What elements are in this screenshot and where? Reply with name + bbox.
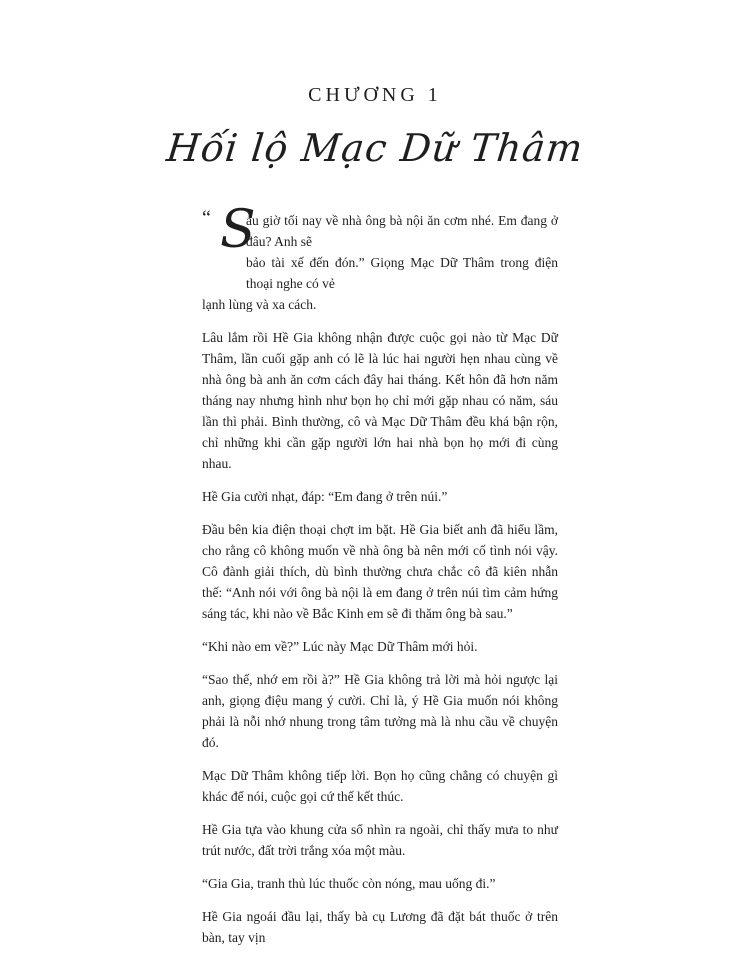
paragraph: Hề Gia cười nhạt, đáp: “Em đang ở trên núi.” xyxy=(202,489,448,504)
first-paragraph xyxy=(202,200,558,315)
opening-quote: “ xyxy=(202,207,211,229)
chapter-body xyxy=(202,200,558,960)
paragraph: Hề Gia ngoái đầu lại, thấy bà cụ Lương đã đặt bát thuốc ở trên bàn, tay vịn xyxy=(202,909,558,945)
chapter-title: Hối lộ Mạc Dữ Thâm xyxy=(164,126,586,170)
paragraph: “Khi nào em về?” Lúc này Mạc Dữ Thâm mới hỏi. xyxy=(202,639,478,654)
paragraph: “Sao thế, nhớ em rồi à?” Hề Gia không trả lời mà hỏi ngược lại anh, giọng điệu mang ý cười. Chỉ là, ý Hề Gia muốn nói không phải là nỗi nhớ nhung trong tâm tưởng mà là nhu cầu về chuyện đó. xyxy=(202,672,558,750)
first-paragraph-line: bảo tài xế đến đón.” Giọng Mạc Dữ Thâm trong điện thoại nghe có vẻ xyxy=(246,255,558,291)
drop-cap: S xyxy=(220,200,256,260)
paragraph: “Gia Gia, tranh thủ lúc thuốc còn nóng, mau uống đi.” xyxy=(202,876,496,891)
chapter-label: CHƯƠNG 1 xyxy=(308,84,442,106)
paragraph: Đầu bên kia điện thoại chợt im bặt. Hề Gia biết anh đã hiểu lầm, cho rằng cô không muốn về nhà ông bà nên mới cố tình nói vậy. Cô đành giải thích, dù bình thường chưa chắc cô đã kiên nhẫn thế: “Anh nói với ông bà nội là em đang ở trên núi tìm cảm hứng sáng tác, khi nào về Bắc Kinh em sẽ đi thăm ông bà sau.” xyxy=(202,522,558,621)
paragraph: Lâu lắm rồi Hề Gia không nhận được cuộc gọi nào từ Mạc Dữ Thâm, lần cuối gặp anh có lẽ là lúc hai người hẹn nhau cùng về nhà ông bà anh ăn cơm cách đây hai tháng. Kết hôn đã hơn năm tháng nay nhưng hình như bọn họ chỉ mới gặp nhau có năm, sáu lần thì phải. Bình thường, cô và Mạc Dữ Thâm đều khá bận rộn, chỉ những khi cần gặp người lớn hai nhà bọn họ mới đi cùng nhau. xyxy=(202,330,558,471)
paragraph: Mạc Dữ Thâm không tiếp lời. Bọn họ cũng chẳng có chuyện gì khác để nói, cuộc gọi cứ thế kết thúc. xyxy=(202,768,558,804)
paragraph: Hề Gia tựa vào khung cửa sổ nhìn ra ngoài, chỉ thấy mưa to như trút nước, đất trời trắng xóa một màu. xyxy=(202,822,558,858)
first-paragraph-line: lạnh lùng và xa cách. xyxy=(202,297,317,312)
first-paragraph-line: áu giờ tối nay về nhà ông bà nội ăn cơm nhé. Em đang ở đâu? Anh sẽ xyxy=(246,213,558,249)
